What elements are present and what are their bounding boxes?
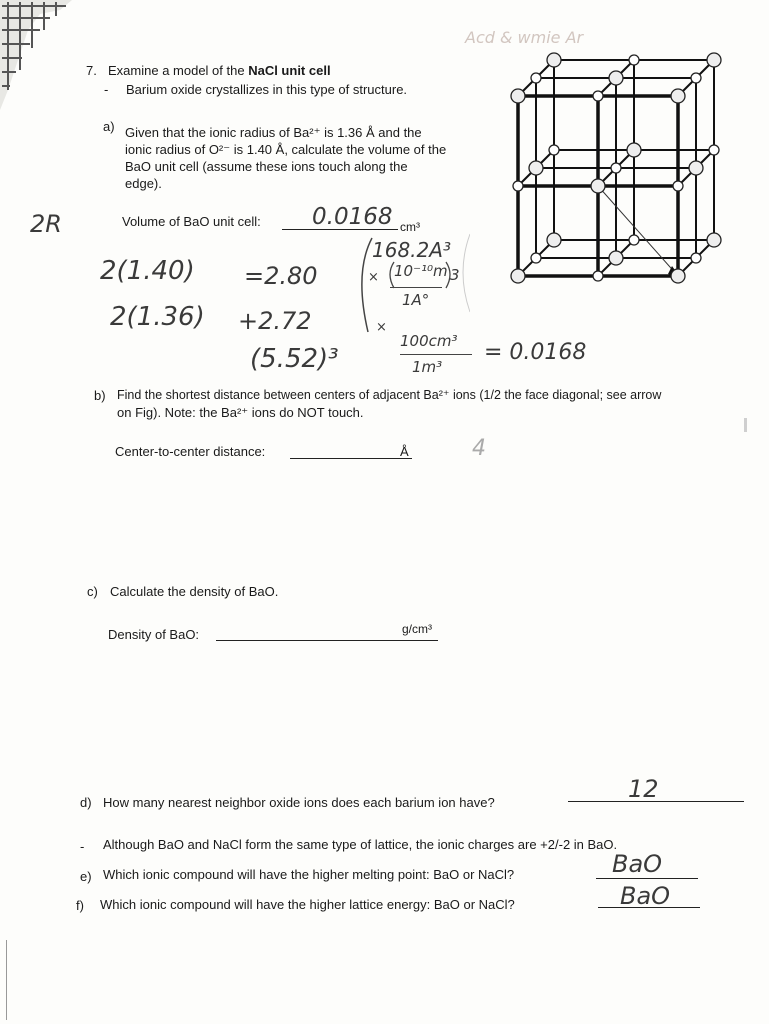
part-b-label: b) — [94, 388, 106, 403]
handwritten-work-times-1: × — [368, 270, 379, 285]
distance-answer-unit: Å — [400, 444, 409, 459]
volume-answer-label: Volume of BaO unit cell: — [122, 214, 261, 229]
density-answer-label: Density of BaO: — [108, 627, 200, 642]
part-e-label: e) — [80, 869, 92, 884]
part-c-text: Calculate the density of BaO. — [110, 584, 279, 599]
nacl-unit-cell-figure — [498, 50, 730, 325]
part-a-line-3: BaO unit cell (assume these ions touch along the — [125, 159, 408, 174]
question-7-dash: - — [104, 82, 109, 97]
handwritten-work-conv-1-den: 1A° — [402, 291, 430, 309]
part-a-line-2: ionic radius of O²⁻ is 1.40 Å, calculate the volume of the — [125, 142, 447, 157]
nearest-neighbor-answer: 12 — [628, 775, 659, 803]
part-a-line-1: Given that the ionic radius of Ba²⁺ is 1.36 Å and the — [125, 125, 422, 140]
part-d-label: d) — [80, 795, 92, 810]
scan-edge-line — [6, 940, 7, 1020]
handwritten-work-conv-2-num: 100cm³ — [400, 332, 458, 350]
handwritten-work-times-2: × — [376, 320, 387, 335]
question-7-title-prefix: Examine a model of the — [108, 63, 249, 78]
volume-answer-value: 0.0168 — [312, 204, 393, 230]
volume-answer-unit: cm³ — [400, 220, 420, 234]
scan-mark — [744, 418, 747, 432]
part-c-label: c) — [87, 584, 98, 599]
note-text: Although BaO and NaCl form the same type of lattice, the ionic charges are +2/-2 in BaO. — [103, 837, 618, 852]
handwritten-work-line-2: 2(1.36) — [110, 302, 205, 332]
part-f-label: f) — [76, 898, 84, 913]
density-answer-blank[interactable] — [216, 640, 438, 641]
handwritten-margin-mark: 2R — [30, 210, 62, 238]
part-a-line-4: edge). — [125, 176, 162, 191]
question-7-title-bold: NaCl unit cell — [248, 63, 331, 78]
part-b-line-2: on Fig). Note: the Ba²⁺ ions do NOT touch. — [117, 405, 364, 420]
part-f-text: Which ionic compound will have the higher lattice energy: BaO or NaCl? — [100, 897, 515, 912]
handwritten-work-eq-2: +2.72 — [238, 307, 312, 335]
part-e-text: Which ionic compound will have the higher melting point: BaO or NaCl? — [103, 867, 515, 882]
melting-point-answer: BaO — [612, 850, 663, 878]
handwritten-work-volume: 168.2A³ — [372, 238, 451, 262]
note-dash: - — [80, 839, 85, 854]
distance-side-mark: 4 — [472, 436, 486, 461]
handwritten-work-result: = 0.0168 — [484, 340, 587, 365]
lattice-energy-answer: BaO — [620, 882, 671, 910]
distance-answer-blank[interactable] — [290, 458, 412, 459]
part-b-line-1: Find the shortest distance between centers of adjacent Ba²⁺ ions (1/2 the face diagonal; see arrow — [117, 388, 662, 402]
question-7-title — [108, 62, 331, 79]
part-a-label: a) — [103, 119, 115, 134]
handwritten-work-conv-2-den: 1m³ — [412, 358, 443, 376]
distance-answer-label: Center-to-center distance: — [115, 444, 266, 459]
melting-point-answer-blank[interactable] — [596, 878, 698, 879]
part-d-text: How many nearest neighbor oxide ions does each barium ion have? — [103, 795, 495, 810]
handwritten-work-conv-1-num: 10⁻¹⁰m — [394, 262, 448, 280]
handwritten-fraction-bar-2 — [400, 354, 472, 355]
scan-corner-texture — [0, 0, 72, 110]
nacl-lattice-svg — [498, 50, 730, 320]
handwritten-work-cube: (5.52)³ — [250, 344, 339, 374]
question-7-number: 7. — [86, 63, 97, 78]
question-7-subtitle: Barium oxide crystallizes in this type of structure. — [126, 82, 408, 97]
handwritten-work-line-1: 2(1.40) — [100, 256, 195, 286]
density-answer-unit: g/cm³ — [402, 622, 432, 636]
handwritten-work-exp-1: 3 — [450, 266, 460, 284]
faint-header-note: Acd & wmie Ar — [465, 28, 584, 47]
handwritten-work-eq-1: =2.80 — [244, 262, 318, 290]
handwritten-brackets — [350, 232, 470, 342]
